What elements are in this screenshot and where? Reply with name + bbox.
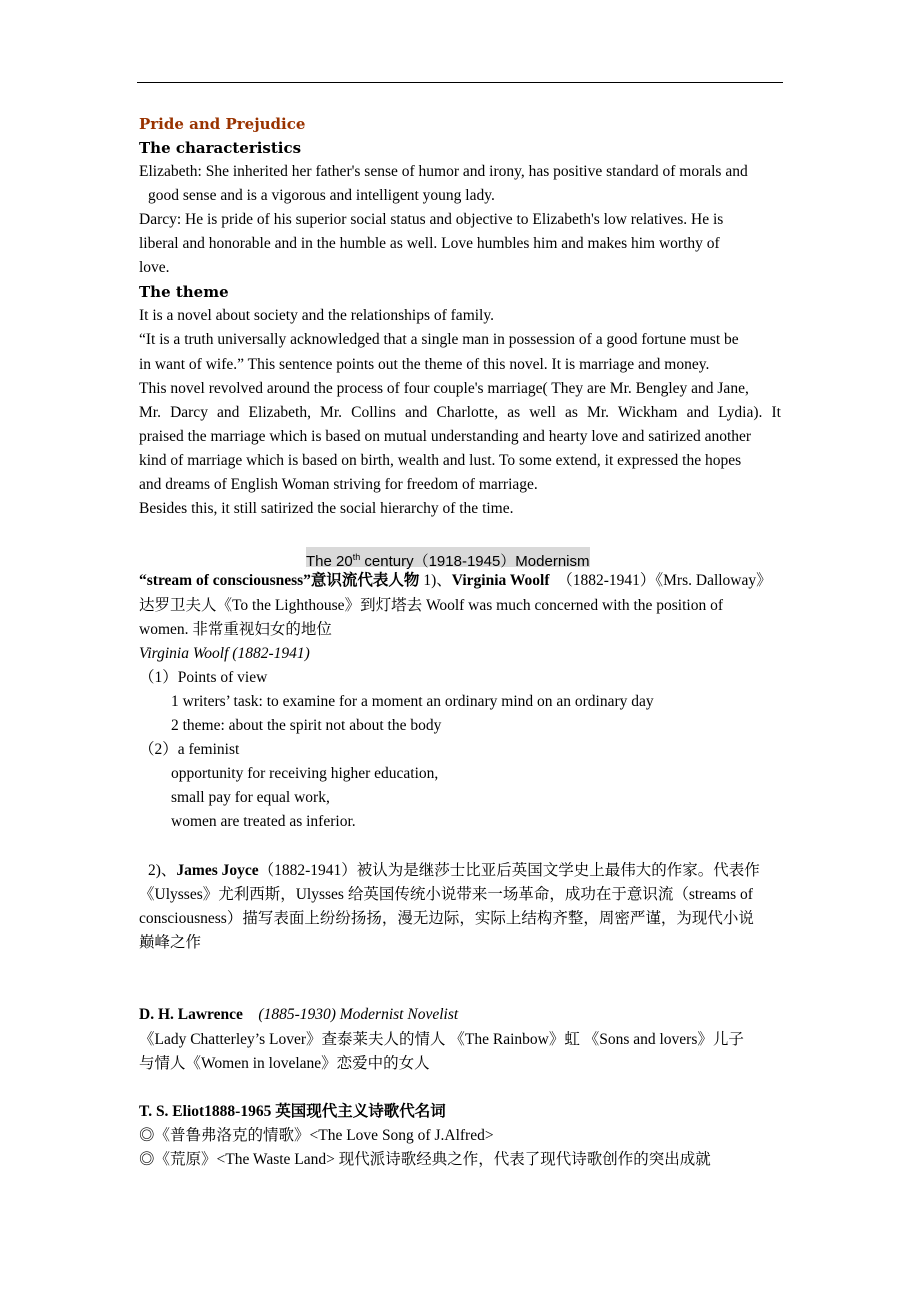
author-name: Virginia Woolf [451, 572, 550, 589]
paragraph-line: ◎《荒原》<The Waste Land> 现代派诗歌经典之作，代表了现代诗歌创作的突出成就 [139, 1151, 711, 1168]
paragraph-line: love. [139, 259, 170, 276]
paragraph-line: and dreams of English Woman striving for freedom of marriage. [139, 476, 538, 493]
century-sup: th [352, 552, 361, 562]
century-heading [306, 547, 590, 570]
text: （1882-1941）被认为是继莎士比亚后英国文学史上最伟大的作家。代表作 [258, 862, 760, 879]
century-text: century（1918-1945）Modernism [360, 553, 590, 570]
paragraph-line: 《Lady Chatterley’s Lover》查泰莱夫人的情人 《The Rainbow》虹 《Sons and lovers》儿子 [139, 1031, 744, 1048]
paragraph-line: This novel revolved around the process of four couple's marriage( They are Mr. Bengley and Jane, [139, 380, 749, 397]
header-rule [137, 82, 783, 83]
paragraph-line: Virginia Woolf (1882-1941) [139, 645, 310, 662]
author-name: D. H. Lawrence [139, 1006, 243, 1023]
paragraph-line: women. 非常重视妇女的地位 [139, 621, 332, 638]
paragraph-line: Besides this, it still satirized the social hierarchy of the time. [139, 500, 514, 517]
list-item: 1 writers’ task: to examine for a moment an ordinary mind on an ordinary day [171, 693, 654, 710]
joyce-line [148, 859, 760, 883]
paragraph-line: kind of marriage which is based on birth, wealth and lust. To some extend, it expressed the hopes [139, 452, 742, 469]
paragraph-line: Darcy: He is pride of his superior social status and objective to Elizabeth's low relatives. He is [139, 211, 724, 228]
list-item: women are treated as inferior. [171, 813, 356, 830]
list-item: （2）a feminist [139, 741, 240, 758]
woolf-line [139, 569, 772, 593]
century-text: The 20 [306, 553, 353, 570]
heading-characteristics: The characteristics [139, 139, 302, 157]
paragraph-line: ◎《普鲁弗洛克的情歌》<The Love Song of J.Alfred> [139, 1127, 494, 1144]
paragraph-line: 巅峰之作 [139, 934, 202, 951]
text: 1)、 [419, 572, 452, 589]
paragraph-line: liberal and honorable and in the humble as well. Love humbles him and makes him worthy of [139, 235, 720, 252]
paragraph-line: in want of wife.” This sentence points out the theme of this novel. It is marriage and money. [139, 356, 710, 373]
list-item: 2 theme: about the spirit not about the body [171, 717, 442, 734]
eliot-heading: T. S. Eliot1888-1965 英国现代主义诗歌代名词 [139, 1103, 446, 1120]
heading-theme: The theme [139, 283, 229, 301]
paragraph-line: “It is a truth universally acknowledged that a single man in possession of a good fortune must be [139, 331, 739, 348]
paragraph-line: 《Ulysses》尤利西斯，Ulysses 给英国传统小说带来一场革命，成功在于意识流（streams of [139, 886, 753, 903]
paragraph-line: It is a novel about society and the relationships of family. [139, 307, 494, 324]
list-item: small pay for equal work, [171, 789, 330, 806]
section-title: Pride and Prejudice [139, 115, 306, 133]
paragraph-line: Mr. Darcy and Elizabeth, Mr. Collins and Charlotte, as well as Mr. Wickham and Lydia). It [139, 404, 781, 421]
paragraph-line: praised the marriage which is based on mutual understanding and hearty love and satirized another [139, 428, 752, 445]
paragraph-line: 达罗卫夫人《To the Lighthouse》到灯塔去 Woolf was much concerned with the position of [139, 597, 723, 614]
paragraph-line: consciousness）描写表面上纷纷扬扬，漫无边际，实际上结构齐整，周密严谨，为现代小说 [139, 910, 754, 927]
lawrence-heading [139, 1003, 458, 1027]
bold-text: “stream of consciousness”意识流代表人物 [139, 572, 420, 589]
list-item: （1）Points of view [139, 669, 268, 686]
text: （1882-1941）《Mrs. Dalloway》 [549, 572, 772, 589]
author-name: James Joyce [176, 862, 259, 879]
text: 2)、 [148, 862, 177, 879]
list-item: opportunity for receiving higher education, [171, 765, 439, 782]
paragraph-line: Elizabeth: She inherited her father's sense of humor and irony, has positive standard of morals and [139, 163, 748, 180]
text: (1885-1930) Modernist Novelist [258, 1006, 459, 1023]
paragraph-line: good sense and is a vigorous and intelligent young lady. [148, 187, 495, 204]
paragraph-line: 与情人《Women in lovelane》恋爱中的女人 [139, 1055, 430, 1072]
